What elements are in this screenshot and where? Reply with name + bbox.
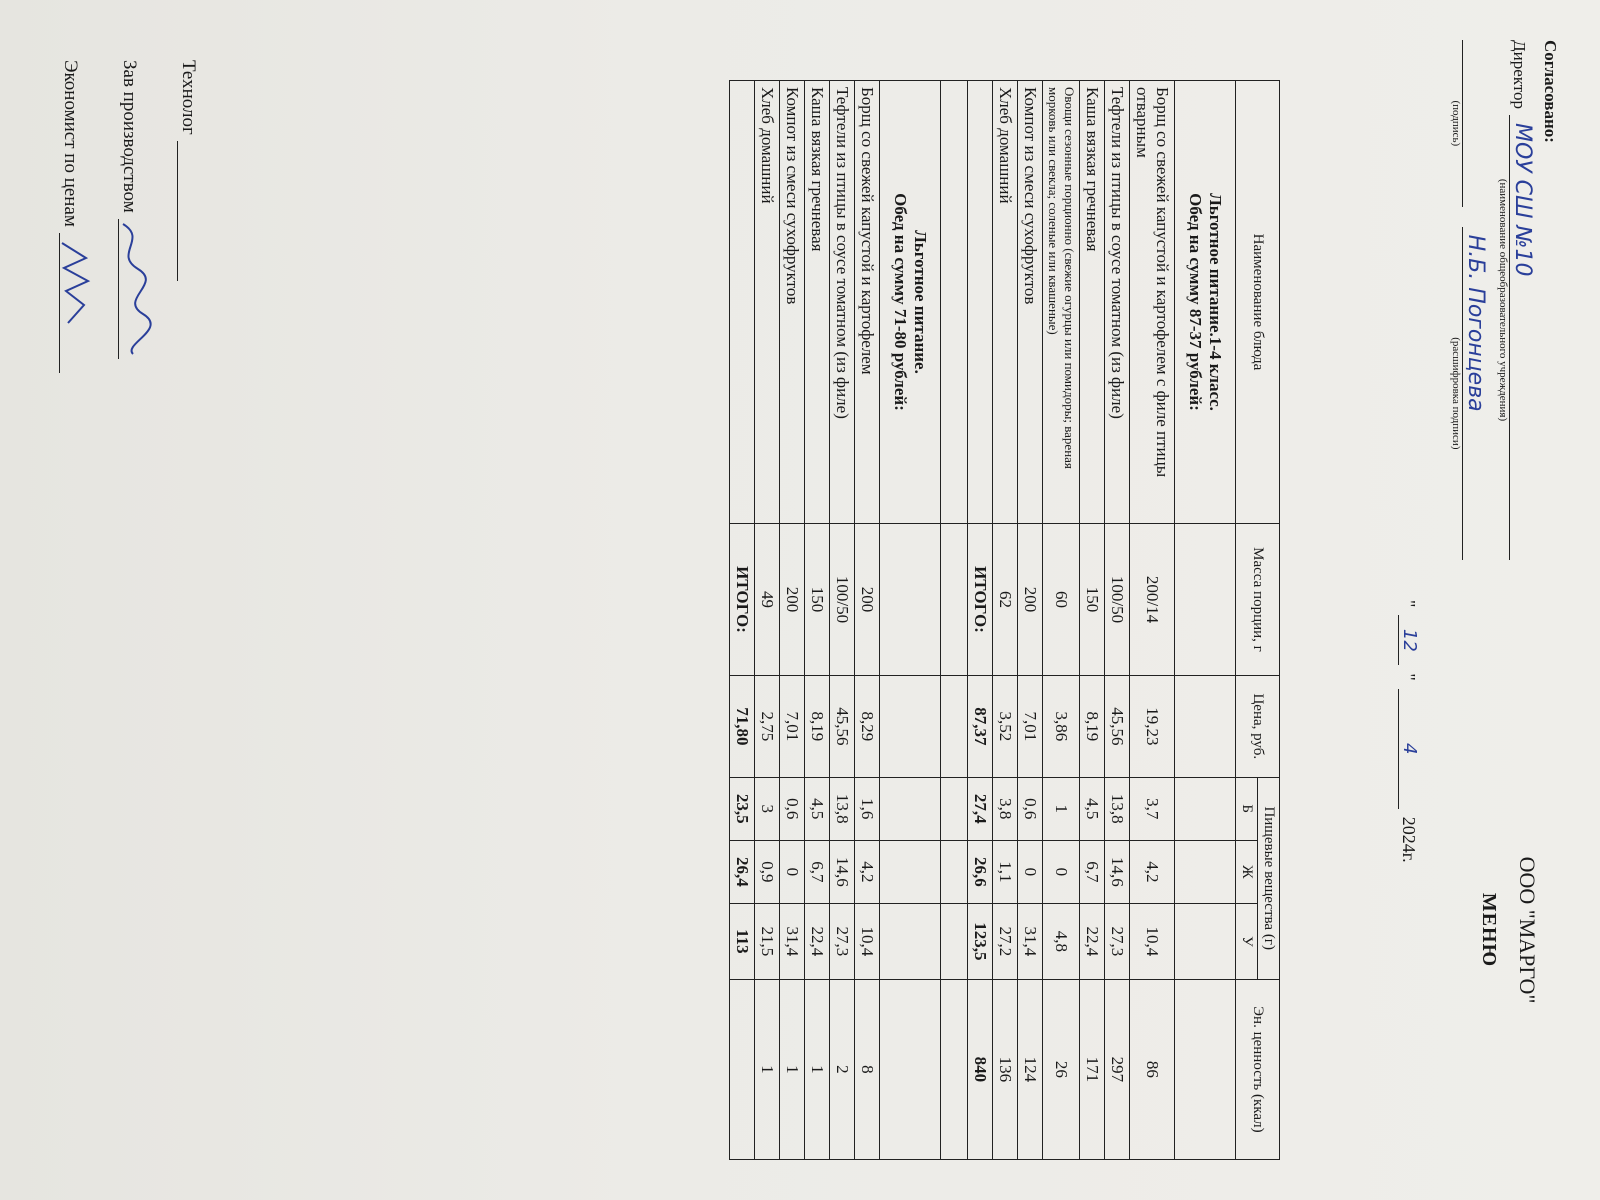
total-kcal <box>730 979 755 1159</box>
section-2 <box>755 81 880 1160</box>
cell-u: 10,4 <box>1130 904 1175 980</box>
production-head-signature-line <box>118 219 141 359</box>
total-label: ИТОГО: <box>968 524 993 676</box>
signers-block <box>23 60 200 373</box>
cell-price: 7,01 <box>1018 676 1043 778</box>
company-header <box>1477 720 1540 1140</box>
table-row <box>1043 81 1080 1160</box>
production-head-label: Зав производством <box>119 60 140 213</box>
total-u: 113 <box>730 904 755 980</box>
table-row <box>830 81 855 1160</box>
cell-name: Овощи сезонные порционно (свежие огурцы или помидоры; вареная морковь или свекла; соленые или квашеные) <box>1043 81 1080 524</box>
technologist-label: Технолог <box>178 60 199 135</box>
cell-u: 27,2 <box>993 904 1018 980</box>
header-name: Наименование блюда <box>1236 81 1280 524</box>
cell-mass: 200 <box>855 524 880 676</box>
cell-name: Борщ со свежей капустой и картофелем с филе птицы отварным <box>1130 81 1175 524</box>
date-month: 4 <box>1398 689 1420 809</box>
cell-mass: 200/14 <box>1130 524 1175 676</box>
cell-mass: 60 <box>1043 524 1080 676</box>
table-row <box>993 81 1018 1160</box>
section-1 <box>993 81 1236 1160</box>
total-price: 71,80 <box>730 676 755 778</box>
cell-kcal: 26 <box>1043 979 1080 1159</box>
cell-name: Тефтели из птицы в соусе томатном (из филе) <box>1105 81 1130 524</box>
cell-b: 1,6 <box>855 777 880 840</box>
table-row <box>780 81 805 1160</box>
header-u: У <box>1236 904 1258 980</box>
cell-u: 22,4 <box>1080 904 1105 980</box>
director-label: Директор <box>1510 40 1529 109</box>
table-row <box>1080 81 1105 1160</box>
section-1-total-row <box>968 81 993 1160</box>
menu-title: МЕНЮ <box>1478 892 1500 968</box>
cell-price: 19,23 <box>1130 676 1175 778</box>
date-line: " 12 " 4 2024г. <box>1399 600 1420 863</box>
total-b: 23,5 <box>730 777 755 840</box>
cell-b: 0,6 <box>780 777 805 840</box>
cell-mass: 49 <box>755 524 780 676</box>
cell-price: 8,19 <box>1080 676 1105 778</box>
cell-zh: 0,9 <box>755 840 780 903</box>
cell-kcal: 1 <box>780 979 805 1159</box>
cell-b: 13,8 <box>830 777 855 840</box>
cell-mass: 100/50 <box>1105 524 1130 676</box>
total-b: 27,4 <box>968 777 993 840</box>
cell-mass: 150 <box>805 524 830 676</box>
cell-u: 27,3 <box>830 904 855 980</box>
cell-b: 4,5 <box>1080 777 1105 840</box>
cell-zh: 1,1 <box>993 840 1018 903</box>
cell-kcal: 171 <box>1080 979 1105 1159</box>
cell-mass: 62 <box>993 524 1018 676</box>
cell-price: 2,75 <box>755 676 780 778</box>
cell-b: 3,8 <box>993 777 1018 840</box>
cell-kcal: 86 <box>1130 979 1175 1159</box>
cell-kcal: 1 <box>805 979 830 1159</box>
cell-kcal: 124 <box>1018 979 1043 1159</box>
cell-u: 10,4 <box>855 904 880 980</box>
handwritten-signature <box>113 219 153 359</box>
cell-zh: 0 <box>1043 840 1080 903</box>
total-kcal: 840 <box>968 979 993 1159</box>
cell-u: 31,4 <box>1018 904 1043 980</box>
director-org-handwritten: МОУ СШ №10 <box>1510 122 1535 277</box>
cell-mass: 200 <box>1018 524 1043 676</box>
cell-kcal: 1 <box>755 979 780 1159</box>
approval-block <box>1450 40 1560 560</box>
cell-name: Компот из смеси сухофруктов <box>1018 81 1043 524</box>
price-economist-label: Экономист по ценам <box>60 60 81 227</box>
header-price: Цена, руб. <box>1236 676 1280 778</box>
cell-b: 3 <box>755 777 780 840</box>
signature-caption: (подпись) <box>1450 100 1462 147</box>
cell-zh: 14,6 <box>830 840 855 903</box>
cell-u: 4,8 <box>1043 904 1080 980</box>
cell-zh: 4,2 <box>855 840 880 903</box>
cell-name: Хлеб домашний <box>755 81 780 524</box>
cell-b: 13,8 <box>1105 777 1130 840</box>
cell-mass: 100/50 <box>830 524 855 676</box>
cell-u: 27,3 <box>1105 904 1130 980</box>
section-1-subtitle: Обед на сумму 87-37 рублей: <box>1186 193 1205 411</box>
cell-price: 45,56 <box>1105 676 1130 778</box>
table-row <box>755 81 780 1160</box>
header-mass: Масса порции, г <box>1236 524 1280 676</box>
decoding-handwritten: Н.Б. Погонцева <box>1463 234 1488 412</box>
approval-title: Согласовано: <box>1541 40 1560 143</box>
cell-b: 3,7 <box>1130 777 1175 840</box>
cell-price: 8,29 <box>855 676 880 778</box>
cell-price: 3,86 <box>1043 676 1080 778</box>
cell-name: Каша вязкая гречневая <box>805 81 830 524</box>
cell-price: 45,56 <box>830 676 855 778</box>
cell-zh: 4,2 <box>1130 840 1175 903</box>
handwritten-signature <box>54 233 94 373</box>
table-row <box>1130 81 1175 1160</box>
section-1-title: Льготное питание.1-4 класс. <box>1206 193 1225 411</box>
cell-zh: 14,6 <box>1105 840 1130 903</box>
table-row <box>855 81 880 1160</box>
header-b: Б <box>1236 777 1258 840</box>
cell-price: 7,01 <box>780 676 805 778</box>
director-signature-line <box>1462 40 1489 207</box>
technologist-signature-line <box>177 141 200 281</box>
cell-b: 0,6 <box>1018 777 1043 840</box>
company-name: ООО "МАРГО" <box>1515 856 1540 1004</box>
cell-name: Компот из смеси сухофруктов <box>780 81 805 524</box>
cell-mass: 150 <box>1080 524 1105 676</box>
cell-name: Тефтели из птицы в соусе томатном (из филе) <box>830 81 855 524</box>
section-2-subtitle: Обед на сумму 71-80 рублей: <box>891 193 910 411</box>
total-label: ИТОГО: <box>730 524 755 676</box>
decoding-caption: (расшифровка подписи) <box>1450 337 1462 450</box>
table-row <box>805 81 830 1160</box>
cell-zh: 0 <box>1018 840 1043 903</box>
total-zh: 26,6 <box>968 840 993 903</box>
cell-b: 4,5 <box>805 777 830 840</box>
org-caption: (наименование общеобразовательного учреждения) <box>1497 178 1509 422</box>
cell-b: 1 <box>1043 777 1080 840</box>
section-2-title: Льготное питание. <box>911 230 930 374</box>
cell-kcal: 136 <box>993 979 1018 1159</box>
cell-mass: 200 <box>780 524 805 676</box>
cell-u: 21,5 <box>755 904 780 980</box>
cell-zh: 0 <box>780 840 805 903</box>
section-2-total-row <box>730 81 755 1160</box>
menu-table <box>729 80 1280 1160</box>
date-day: 12 <box>1398 615 1420 665</box>
table-row <box>1018 81 1043 1160</box>
cell-kcal: 8 <box>855 979 880 1159</box>
table-row <box>1105 81 1130 1160</box>
header-energy: Эн. ценность (ккал) <box>1236 979 1280 1159</box>
cell-kcal: 2 <box>830 979 855 1159</box>
cell-name: Каша вязкая гречневая <box>1080 81 1105 524</box>
total-price: 87,37 <box>968 676 993 778</box>
cell-price: 8,19 <box>805 676 830 778</box>
cell-zh: 6,7 <box>805 840 830 903</box>
cell-name: Хлеб домашний <box>993 81 1018 524</box>
header-nutrients: Пищевые вещества (г) <box>1258 777 1280 979</box>
cell-name: Борщ со свежей капустой и картофелем <box>855 81 880 524</box>
cell-u: 22,4 <box>805 904 830 980</box>
date-year: 2024г. <box>1399 816 1419 863</box>
total-zh: 26,4 <box>730 840 755 903</box>
header-zh: Ж <box>1236 840 1258 903</box>
cell-kcal: 297 <box>1105 979 1130 1159</box>
total-u: 123,5 <box>968 904 993 980</box>
cell-u: 31,4 <box>780 904 805 980</box>
price-economist-signature-line <box>59 233 82 373</box>
cell-price: 3,52 <box>993 676 1018 778</box>
cell-zh: 6,7 <box>1080 840 1105 903</box>
